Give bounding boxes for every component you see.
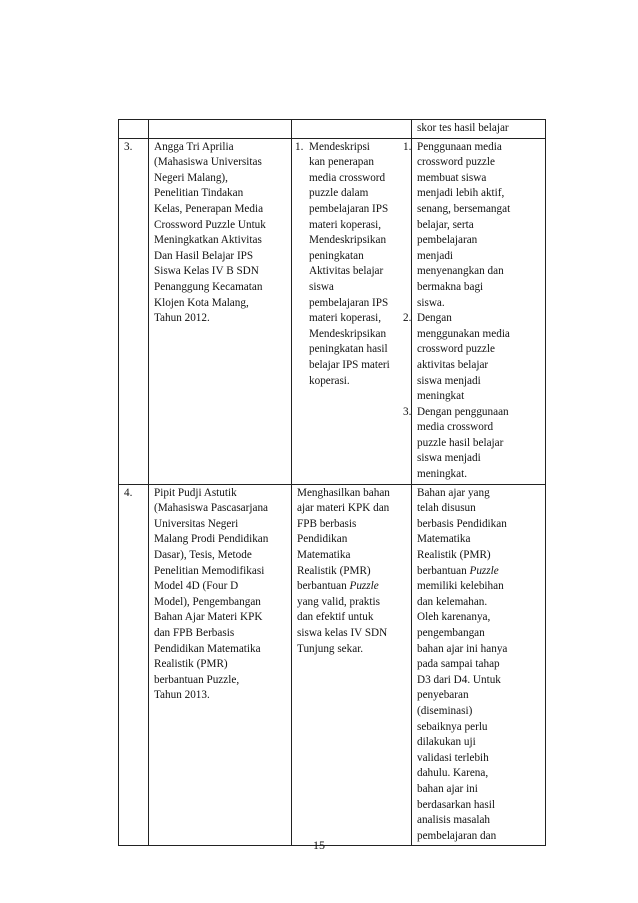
result-line: aktivitas belajar — [417, 358, 489, 371]
cell-identity — [149, 120, 292, 139]
cell-goal — [292, 120, 412, 139]
result-item — [403, 140, 541, 312]
result-line: puzzle hasil belajar — [417, 436, 504, 449]
goal-line: Mendeskripsikan — [309, 234, 387, 247]
result-line: crossword puzzle — [417, 156, 495, 169]
result-item — [403, 311, 541, 405]
identity-line: Tahun 2013. — [154, 689, 210, 702]
result-line: bermakna bagi — [417, 280, 484, 293]
result-line: menjadi — [417, 249, 454, 262]
result-line: bahan ajar ini — [417, 782, 478, 795]
result-marker: 2. — [403, 312, 412, 325]
result-line: siswa menjadi — [417, 452, 481, 465]
goal-line: siswa kelas IV SDN — [297, 627, 388, 639]
cell-result — [403, 138, 546, 484]
goal-line: Mendeskripsikan — [309, 327, 387, 340]
identity-line: Model 4D (Four D — [154, 580, 239, 593]
goal-line: pembelajaran IPS — [309, 202, 389, 215]
goal-line: Mendeskripsi — [309, 140, 370, 153]
result-line: Realistik (PMR) — [417, 549, 491, 562]
result-line: memiliki kelebihan — [417, 580, 504, 593]
table-row — [119, 484, 546, 846]
identity-line: Siswa Kelas IV B SDN — [154, 265, 259, 278]
goal-line: FPB berbasis — [297, 517, 357, 530]
result-line: bahan ajar ini hanya — [417, 642, 508, 655]
cell-identity — [149, 138, 292, 484]
result-line: berdasarkan hasil — [417, 798, 495, 811]
goal-line: materi koperasi, — [309, 312, 382, 325]
identity-line: Realistik (PMR) — [154, 658, 228, 671]
identity-line: Penelitian Tindakan — [154, 187, 244, 200]
cell-identity — [149, 484, 292, 846]
result-line: penyebaran — [417, 689, 469, 702]
goal-line: peningkatan — [309, 249, 364, 262]
goal-line: belajar IPS materi — [309, 358, 390, 371]
identity-line: Model), Pengembangan — [154, 595, 261, 608]
identity-line: Dan Hasil Belajar IPS — [154, 249, 254, 262]
goal-line: Pendidikan — [297, 533, 348, 546]
goal-line: siswa — [309, 280, 334, 293]
result-item — [403, 405, 541, 483]
goal-line: kan penerapan — [309, 156, 374, 169]
goal-line: puzzle dalam — [309, 187, 369, 200]
literature-review-table — [118, 119, 546, 846]
result-line: berbantuan Puzzle — [417, 564, 499, 577]
goal-line: Realistik (PMR) — [297, 564, 371, 577]
cell-no: 3. — [119, 138, 149, 484]
cell-no: 4. — [119, 484, 149, 846]
result-marker: 1. — [403, 140, 412, 153]
goal-line: Tunjung sekar. — [297, 642, 364, 655]
identity-line: (Mahasiswa Universitas — [154, 156, 262, 169]
result-line: siswa. — [417, 296, 445, 309]
goal-line: pembelajaran IPS — [309, 296, 389, 309]
identity-line: Angga Tri Aprilia — [154, 140, 234, 153]
goal-line: Aktivitas belajar — [309, 265, 384, 278]
goal-line: materi koperasi, — [309, 218, 382, 231]
result-line: Dengan penggunaan — [417, 405, 509, 418]
result-line: Penggunaan media — [417, 140, 502, 153]
goal-line: Matematika — [297, 549, 351, 562]
table-row — [119, 120, 546, 139]
result-line: berbasis Pendidikan — [417, 517, 507, 530]
result-line: analisis masalah — [417, 814, 491, 827]
result-line: Bahan ajar yang — [417, 486, 490, 499]
goal-line: peningkatan hasil — [309, 343, 388, 356]
result-line: menjadi lebih aktif, — [417, 187, 505, 200]
identity-line: Negeri Malang), — [154, 171, 228, 184]
result-line: media crossword — [417, 421, 494, 434]
goal-line: koperasi. — [309, 374, 350, 387]
result-line: dan kelemahan. — [417, 595, 488, 608]
result-line: D3 dari D4. Untuk — [417, 673, 501, 686]
result-line: belajar, serta — [417, 218, 474, 231]
cell-goal — [292, 138, 412, 484]
identity-line: Meningkatkan Aktivitas — [154, 234, 262, 247]
identity-line: Bahan Ajar Materi KPK — [154, 611, 263, 624]
result-line: Oleh karenanya, — [417, 611, 491, 624]
table-row — [119, 138, 546, 484]
result-line: sebaiknya perlu — [417, 720, 488, 733]
result-line: (diseminasi) — [417, 704, 473, 717]
result-line: siswa menjadi — [417, 374, 481, 387]
goal-marker: 1. — [295, 140, 304, 153]
result-line: Matematika — [417, 533, 471, 546]
goal-line: Menghasilkan bahan — [297, 486, 390, 499]
identity-line: Tahun 2012. — [154, 312, 210, 325]
identity-line: dan FPB Berbasis — [154, 627, 235, 639]
result-line: Dengan — [417, 312, 452, 325]
result-tail-line: skor tes hasil belajar — [417, 122, 509, 134]
identity-line: Dasar), Tesis, Metode — [154, 549, 252, 562]
result-line: validasi terlebih — [417, 751, 489, 764]
identity-line: Pendidikan Matematika — [154, 642, 261, 655]
identity-line: Crossword Puzzle Untuk — [154, 218, 266, 231]
identity-line: Klojen Kota Malang, — [154, 296, 249, 309]
result-line: dahulu. Karena, — [417, 767, 489, 780]
cell-no — [119, 120, 149, 139]
result-line: meningkat — [417, 390, 465, 403]
result-line: crossword puzzle — [417, 343, 495, 356]
goal-line: media crossword — [309, 171, 386, 184]
goal-line: ajar materi KPK dan — [297, 502, 390, 515]
result-line: meningkat. — [417, 468, 468, 481]
result-line: menggunakan media — [417, 327, 510, 340]
page-number: 15 — [313, 838, 325, 852]
result-line: telah disusun — [417, 502, 476, 515]
identity-line: berbantuan Puzzle, — [154, 673, 240, 686]
result-line: pembelajaran dan — [417, 829, 497, 842]
identity-line: Malang Prodi Pendidikan — [154, 533, 269, 546]
result-line: pengembangan — [417, 627, 485, 639]
identity-line: Pipit Pudji Astutik — [154, 486, 237, 499]
identity-line: Penanggung Kecamatan — [154, 280, 263, 293]
result-line: senang, bersemangat — [417, 202, 511, 215]
result-line: pada sampai tahap — [417, 658, 500, 671]
result-line: menyenangkan dan — [417, 265, 504, 278]
cell-goal — [292, 484, 412, 846]
goal-line: yang valid, praktis — [297, 595, 380, 608]
identity-line: Penelitian Memodifikasi — [154, 564, 265, 577]
identity-line: (Mahasiswa Pascasarjana — [154, 502, 269, 515]
identity-line: Kelas, Penerapan Media — [154, 202, 264, 215]
identity-line: Universitas Negeri — [154, 517, 239, 530]
result-line: pembelajaran — [417, 234, 478, 247]
result-marker: 3. — [403, 405, 412, 418]
goal-line: dan efektif untuk — [297, 611, 374, 624]
result-line: dilakukan uji — [417, 736, 476, 749]
goal-line: berbantuan Puzzle — [297, 580, 379, 593]
cell-result — [412, 120, 546, 139]
result-line: membuat siswa — [417, 171, 487, 184]
cell-result — [412, 484, 546, 846]
